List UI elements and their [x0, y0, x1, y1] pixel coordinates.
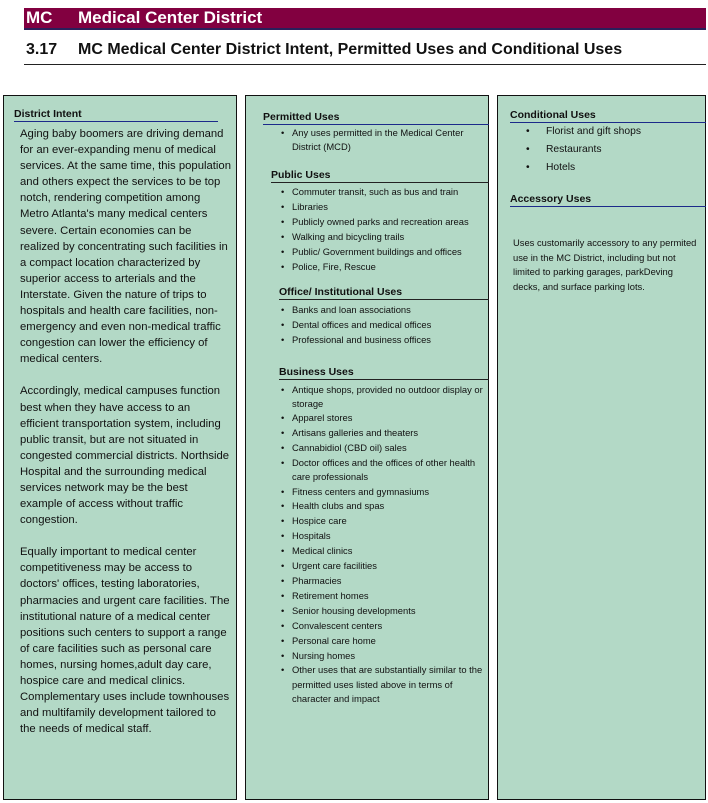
list-item: • Walking and bicycling trails: [246, 230, 489, 245]
section-title-text: MC Medical Center District Intent, Permitted Uses and Conditional Uses: [78, 41, 623, 58]
intent-paragraph: Accordingly, medical campuses function best when they have access to an efficient transportation system, including public transit, but are not situated in congested commercial districts. Northside Hospital and the surrounding medical services network may be the best example of access without traffic congestion.: [20, 385, 230, 527]
accessory-uses-heading: Accessory Uses: [510, 193, 706, 207]
list-item: • Fitness centers and gymnasiums: [246, 485, 489, 500]
list-item: • Convalescent centers: [246, 619, 489, 634]
list-item: • Medical clinics: [246, 544, 489, 559]
list-item: • Other uses that are substantially similar to the permitted uses listed above in terms of character and impact: [246, 663, 489, 706]
accessory-uses-section: [510, 193, 706, 207]
list-item: • Antique shops, provided no outdoor display or storage: [246, 383, 489, 411]
business-uses-heading: Business Uses: [279, 366, 489, 380]
permitted-uses-panel: [245, 95, 489, 800]
accessory-uses-text: Uses customarily accessory to any permited use in the MC District, including but not limited to parking garages, parkDeving decks, and surface parking lots.: [513, 237, 697, 292]
section-title: [24, 39, 706, 65]
list-item: • Senior housing developments: [246, 604, 489, 619]
list-item: • Hospitals: [246, 529, 489, 544]
public-uses-section: [271, 169, 489, 183]
district-intent-panel: [3, 95, 237, 800]
list-item: • Banks and loan associations: [246, 303, 489, 318]
public-uses-heading: Public Uses: [271, 169, 489, 183]
district-intent-body: [20, 126, 232, 753]
list-item: • Health clubs and spas: [246, 499, 489, 514]
list-item: • Libraries: [246, 200, 489, 215]
list-item: • Professional and business offices: [246, 333, 489, 348]
office-uses-list: [246, 303, 489, 348]
list-item: • Dental offices and medical offices: [246, 318, 489, 333]
list-item: • Florist and gift shops: [498, 123, 705, 141]
list-item: • Retirement homes: [246, 589, 489, 604]
list-item: • Police, Fire, Rescue: [246, 260, 489, 275]
list-item: • Commuter transit, such as bus and train: [246, 185, 489, 200]
district-code: MC: [26, 8, 53, 27]
list-item: • Restaurants: [498, 141, 705, 159]
list-item: • Personal care home: [246, 634, 489, 649]
district-name: Medical Center District: [78, 8, 263, 27]
list-item: • Public/ Government buildings and offices: [246, 245, 489, 260]
list-item: • Pharmacies: [246, 574, 489, 589]
district-intent-heading: District Intent: [14, 108, 218, 122]
list-item: • Any uses permitted in the Medical Center District (MCD): [246, 126, 489, 154]
conditional-uses-list: [498, 123, 705, 177]
intent-paragraph: Equally important to medical center competitiveness may be access to doctors' offices, testing laboratories, pharmacies and urgent care facilities. The institutional nature of a medical center positions such centers to support a range of care facilities such as personal care homes, nursing homes,adult day care, hospice care and medical clinics. Complementary uses include townhouses and multifamily development tailored to the needs of medical staff.: [20, 546, 230, 736]
list-item: • Artisans galleries and theaters: [246, 426, 489, 441]
conditional-uses-panel: [497, 95, 706, 800]
permitted-uses-heading: Permitted Uses: [263, 111, 489, 125]
list-item: • Doctor offices and the offices of other health care professionals: [246, 456, 489, 484]
permitted-uses-section: [263, 111, 489, 154]
list-item: • Hotels: [498, 159, 705, 177]
section-number: 3.17: [26, 41, 58, 58]
list-item: • Cannabidiol (CBD oil) sales: [246, 441, 489, 456]
list-item: • Publicly owned parks and recreation areas: [246, 215, 489, 230]
conditional-uses-heading: Conditional Uses: [510, 109, 706, 123]
list-item: • Apparel stores: [246, 411, 489, 426]
conditional-uses-section: [510, 109, 706, 123]
list-item: • Hospice care: [246, 514, 489, 529]
office-uses-heading: Office/ Institutional Uses: [279, 286, 489, 300]
list-item: • Urgent care facilities: [246, 559, 489, 574]
business-uses-section: [279, 366, 489, 380]
business-uses-list: [246, 383, 489, 706]
office-uses-section: [279, 286, 489, 300]
district-header-bar: [24, 8, 706, 30]
intent-paragraph: Aging baby boomers are driving demand for an ever-expanding menu of medical services. At the same time, this population and others expect the services to be top notch, rendering competition among Metro Atlanta's many medical centers severe. Certain economies can be realized by concentrating such facilities in a compact location characterized by superior access to arterials and the Interstate. Given the nature of trips to hospitals and health care facilities, non- emergency and even non-medical traffic congestion can lower the efficiency of medical centers.: [20, 128, 231, 366]
public-uses-list: [246, 185, 489, 274]
list-item: • Nursing homes: [246, 649, 489, 664]
